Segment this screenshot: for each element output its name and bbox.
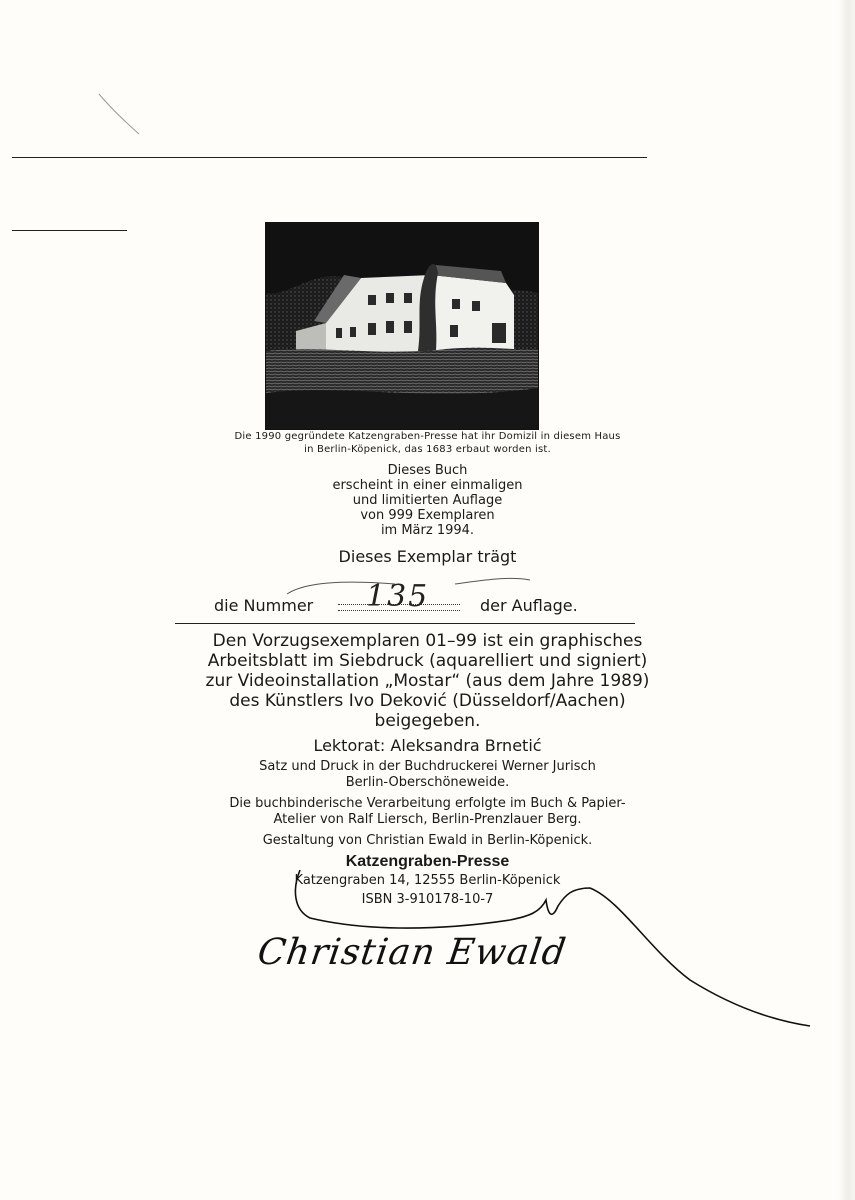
edition-line-4: von 999 Exemplaren xyxy=(360,508,495,523)
edition-line-2: erscheint in einer einmaligen xyxy=(332,478,523,493)
top-rule-long xyxy=(12,157,647,158)
house-photo-drawing xyxy=(266,223,538,429)
binding-line-1: Die buchbinderische Verarbeitung erfolgte im Buch & Papier- xyxy=(229,796,626,811)
special-line-3: zur Videoinstallation „Mostar“ (aus dem Jahre 1989) xyxy=(205,671,650,691)
number-suffix: der Auflage. xyxy=(480,596,578,615)
binding-line-2: Atelier von Ralf Liersch, Berlin-Prenzlauer Berg. xyxy=(273,812,582,827)
top-rule-short xyxy=(12,230,127,231)
satz-line-2: Berlin-Oberschöneweide. xyxy=(345,775,510,790)
handwritten-signature: Christian Ewald xyxy=(255,932,570,973)
design-credit: Gestaltung von Christian Ewald in Berlin-Köpenick. xyxy=(262,833,593,848)
isbn: ISBN 3-910178-10-7 xyxy=(361,892,494,907)
edition-line-5: im März 1994. xyxy=(380,523,475,538)
photo-caption-line-2: in Berlin-Köpenick, das 1683 erbaut worden ist. xyxy=(304,444,551,455)
special-line-4: des Künstlers Ivo Deković (Düsseldorf/Aachen) xyxy=(229,691,626,711)
stray-pen-mark xyxy=(95,90,145,140)
photo-caption-line-1: Die 1990 gegründete Katzengraben-Presse hat ihr Domizil in diesem Haus xyxy=(234,431,621,442)
publisher-address: Katzengraben 14, 12555 Berlin-Köpenick xyxy=(294,873,561,888)
edition-line-3: und limitierten Auflage xyxy=(352,493,503,508)
lektorat: Lektorat: Aleksandra Brnetić xyxy=(313,736,542,755)
house-photo xyxy=(265,222,539,430)
number-prefix: die Nummer xyxy=(214,596,314,615)
publisher-name: Katzengraben-Presse xyxy=(345,853,510,870)
page-edge-shadow xyxy=(839,0,855,1200)
satz-line-1: Satz und Druck in der Buchdruckerei Werner Jurisch xyxy=(259,759,596,774)
special-line-2: Arbeitsblatt im Siebdruck (aquarelliert und signiert) xyxy=(207,651,648,671)
special-line-1: Den Vorzugsexemplaren 01–99 ist ein graphisches xyxy=(212,631,643,651)
edition-line-1: Dieses Buch xyxy=(387,463,468,478)
copy-label: Dieses Exemplar trägt xyxy=(338,547,517,566)
edition-number-value: 135 xyxy=(366,579,430,614)
special-line-5: beigegeben. xyxy=(374,711,481,731)
number-rule xyxy=(175,623,635,624)
